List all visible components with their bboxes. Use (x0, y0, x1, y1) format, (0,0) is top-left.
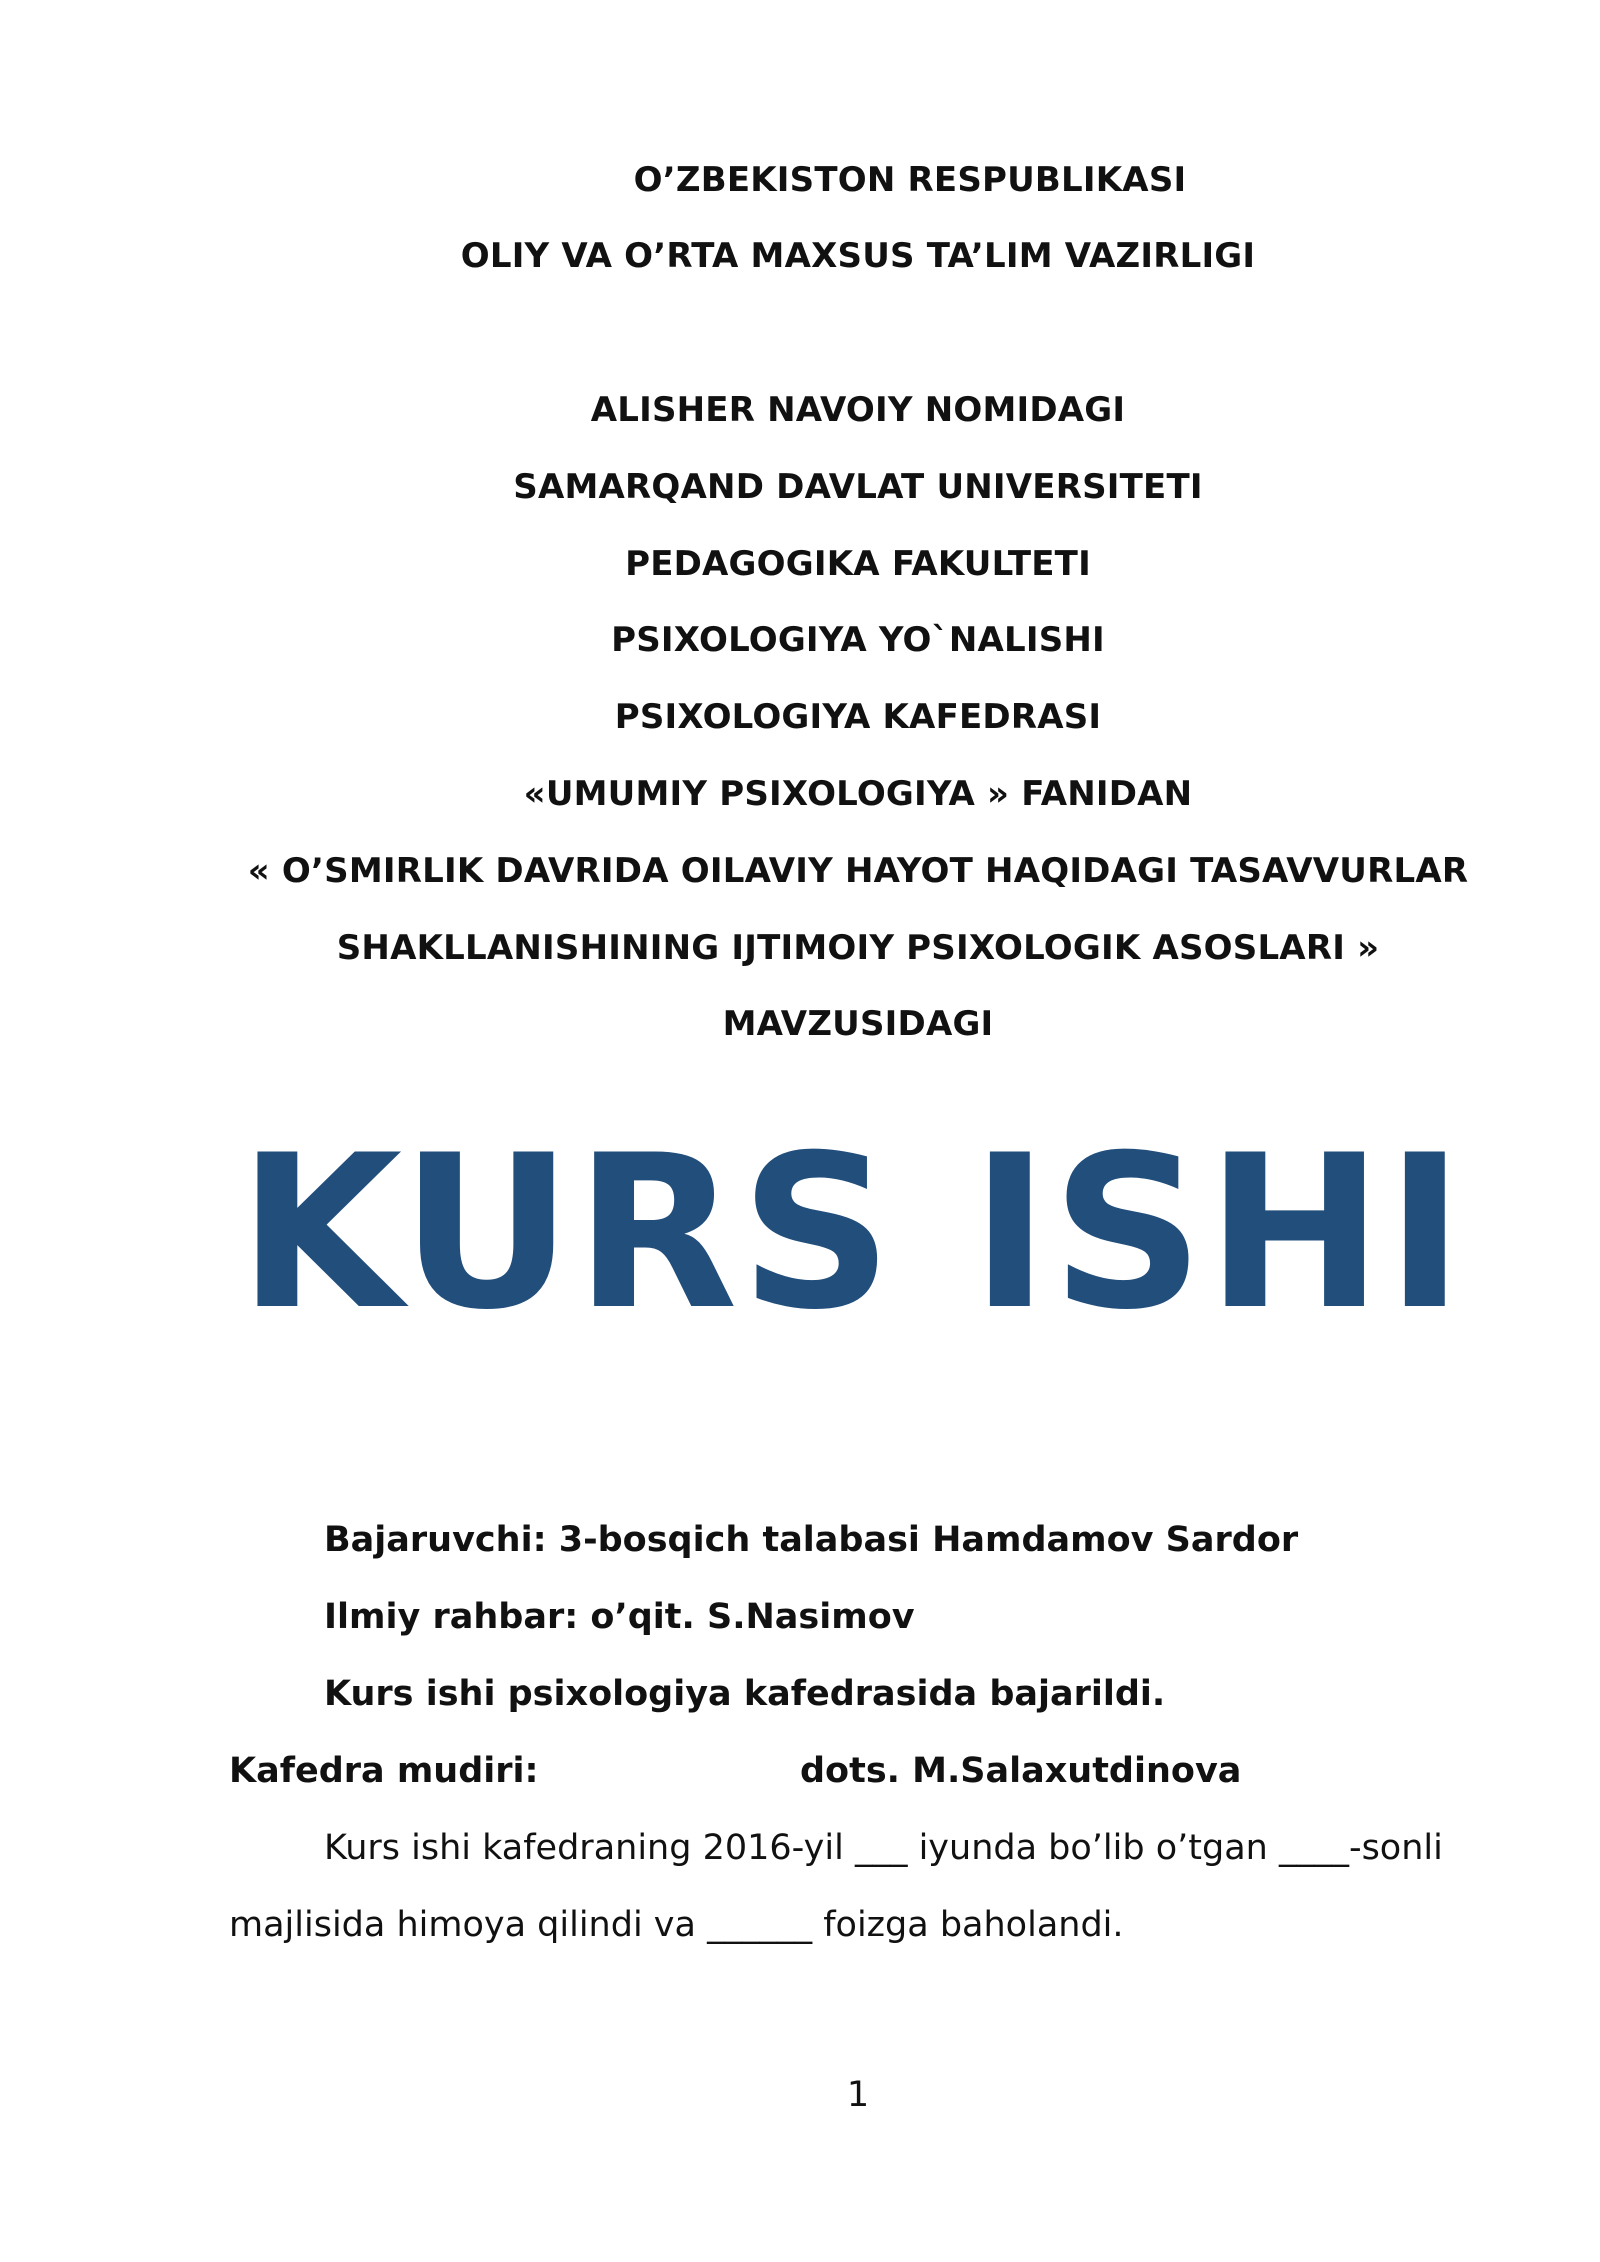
header-line-topic-2: SHAKLLANISHINING IJTIMOIY PSIXOLOGIK ASOSLARI » (336, 928, 1380, 968)
header-line-ministry-country: O’ZBEKISTON RESPUBLIKASI (633, 160, 1187, 200)
header-line-topic-1: « O’SMIRLIK DAVRIDA OILAVIY HAYOT HAQIDAGI TASAVVURLAR (247, 851, 1469, 891)
header-line-faculty: PEDAGOGIKA FAKULTETI (625, 544, 1091, 584)
header-line-department: PSIXOLOGIYA KAFEDRASI (614, 697, 1102, 737)
document-title: KURS ISHI (238, 1109, 1467, 1356)
defense-line-1: Kurs ishi kafedraning 2016-yil ___ iyunda bo’lib o’tgan ____-sonli (324, 1828, 1443, 1868)
performer-line: Bajaruvchi: 3-bosqich talabasi Hamdamov Sardor (324, 1520, 1299, 1560)
header-line-subject: «UMUMIY PSIXOLOGIYA » FANIDAN (523, 774, 1193, 814)
page-number: 1 (846, 2075, 870, 2115)
defense-line-2: majlisida himoya qilindi va ______ foizga baholandi. (229, 1905, 1124, 1945)
header-line-topic-label: MAVZUSIDAGI (722, 1004, 994, 1044)
header-line-ministry: OLIY VA O’RTA MAXSUS TA’LIM VAZIRLIGI (460, 236, 1256, 276)
supervisor-line: Ilmiy rahbar: o’qit. S.Nasimov (324, 1597, 915, 1637)
header-line-university: SAMARQAND DAVLAT UNIVERSITETI (513, 467, 1203, 507)
header-line-university-name: ALISHER NAVOIY NOMIDAGI (590, 390, 1126, 430)
header-line-direction: PSIXOLOGIYA YO`NALISHI (611, 620, 1105, 660)
completed-at-line: Kurs ishi psixologiya kafedrasida bajarildi. (324, 1674, 1166, 1714)
head-of-department-name: dots. M.Salaxutdinova (800, 1751, 1242, 1791)
head-of-department-label: Kafedra mudiri: (229, 1751, 539, 1791)
